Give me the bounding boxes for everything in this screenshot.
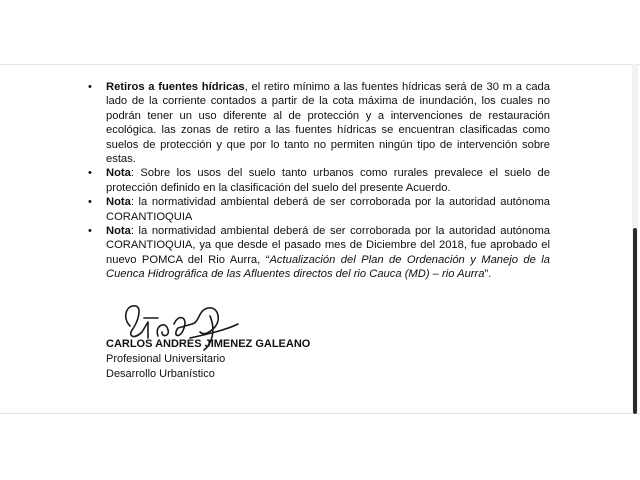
signatory-role: Profesional Universitario (106, 353, 226, 365)
bullet-nota-pomca (88, 224, 550, 282)
bottom-margin (0, 414, 640, 480)
signature-block (104, 296, 364, 386)
bullet-tail: ”. (484, 268, 492, 281)
scrollbar-thumb[interactable] (633, 228, 637, 414)
bullet-dot: • (88, 81, 92, 93)
bullet-heading: Nota (106, 196, 131, 209)
bullet-text: : Sobre los usos del suelo tanto urbanos como rurales prevalece el suelo de protección definido en la clasificación del suelo del presente Acuerdo. (106, 167, 550, 194)
bullet-text: : la normatividad ambiental deberá de ser corroborada por la autoridad autónoma CORANTIOQUIA (106, 196, 550, 223)
bullet-dot: • (88, 167, 92, 180)
bullet-text: , el retiro mínimo a las fuentes hídricas será de 30 m a cada lado de la corriente contados a partir de la cota máxima de inundación, los cuales no podrán tener un uso diferente al de protección y a intervenciones de restauración ecológica. las zonas de retiro a las fuentes hídricas se encuentran clasificadas como suelos de protección y que por lo tanto no permiten ningún tipo de intervención sobre estas. (106, 81, 551, 166)
bullet-retiros-fuentes-hidricas (88, 80, 550, 166)
top-margin (0, 0, 640, 64)
bullet-text: : la normatividad ambiental deberá de ser corroborada por la autoridad autónoma CORANTIOQUIA, ya que desde el pasado mes de Diciembre del 2018, fue aprobado el nuevo POMCA del Rio Aurra, “ (106, 225, 550, 266)
bullet-dot: • (88, 225, 92, 238)
bullet-dot: • (88, 196, 92, 209)
signatory-name: CARLOS ANDRES JIMENEZ GALEANO (106, 338, 311, 350)
bullet-heading: Retiros a fuentes hídricas (106, 81, 245, 93)
bullet-nota-normatividad (88, 195, 550, 224)
page-top-edge (0, 64, 640, 65)
bullet-nota-usos-suelo (88, 166, 550, 195)
bullet-italic-title: Actualización del Plan de Ordenación y Manejo de la Cuenca Hidrográfica de las Afluentes directos del rio Cauca (MD) – rio Aurra (106, 253, 551, 281)
bullet-heading: Nota (106, 225, 131, 238)
bullet-heading: Nota (106, 167, 131, 180)
signatory-department: Desarrollo Urbanístico (106, 368, 215, 380)
document-page-content (88, 80, 550, 282)
